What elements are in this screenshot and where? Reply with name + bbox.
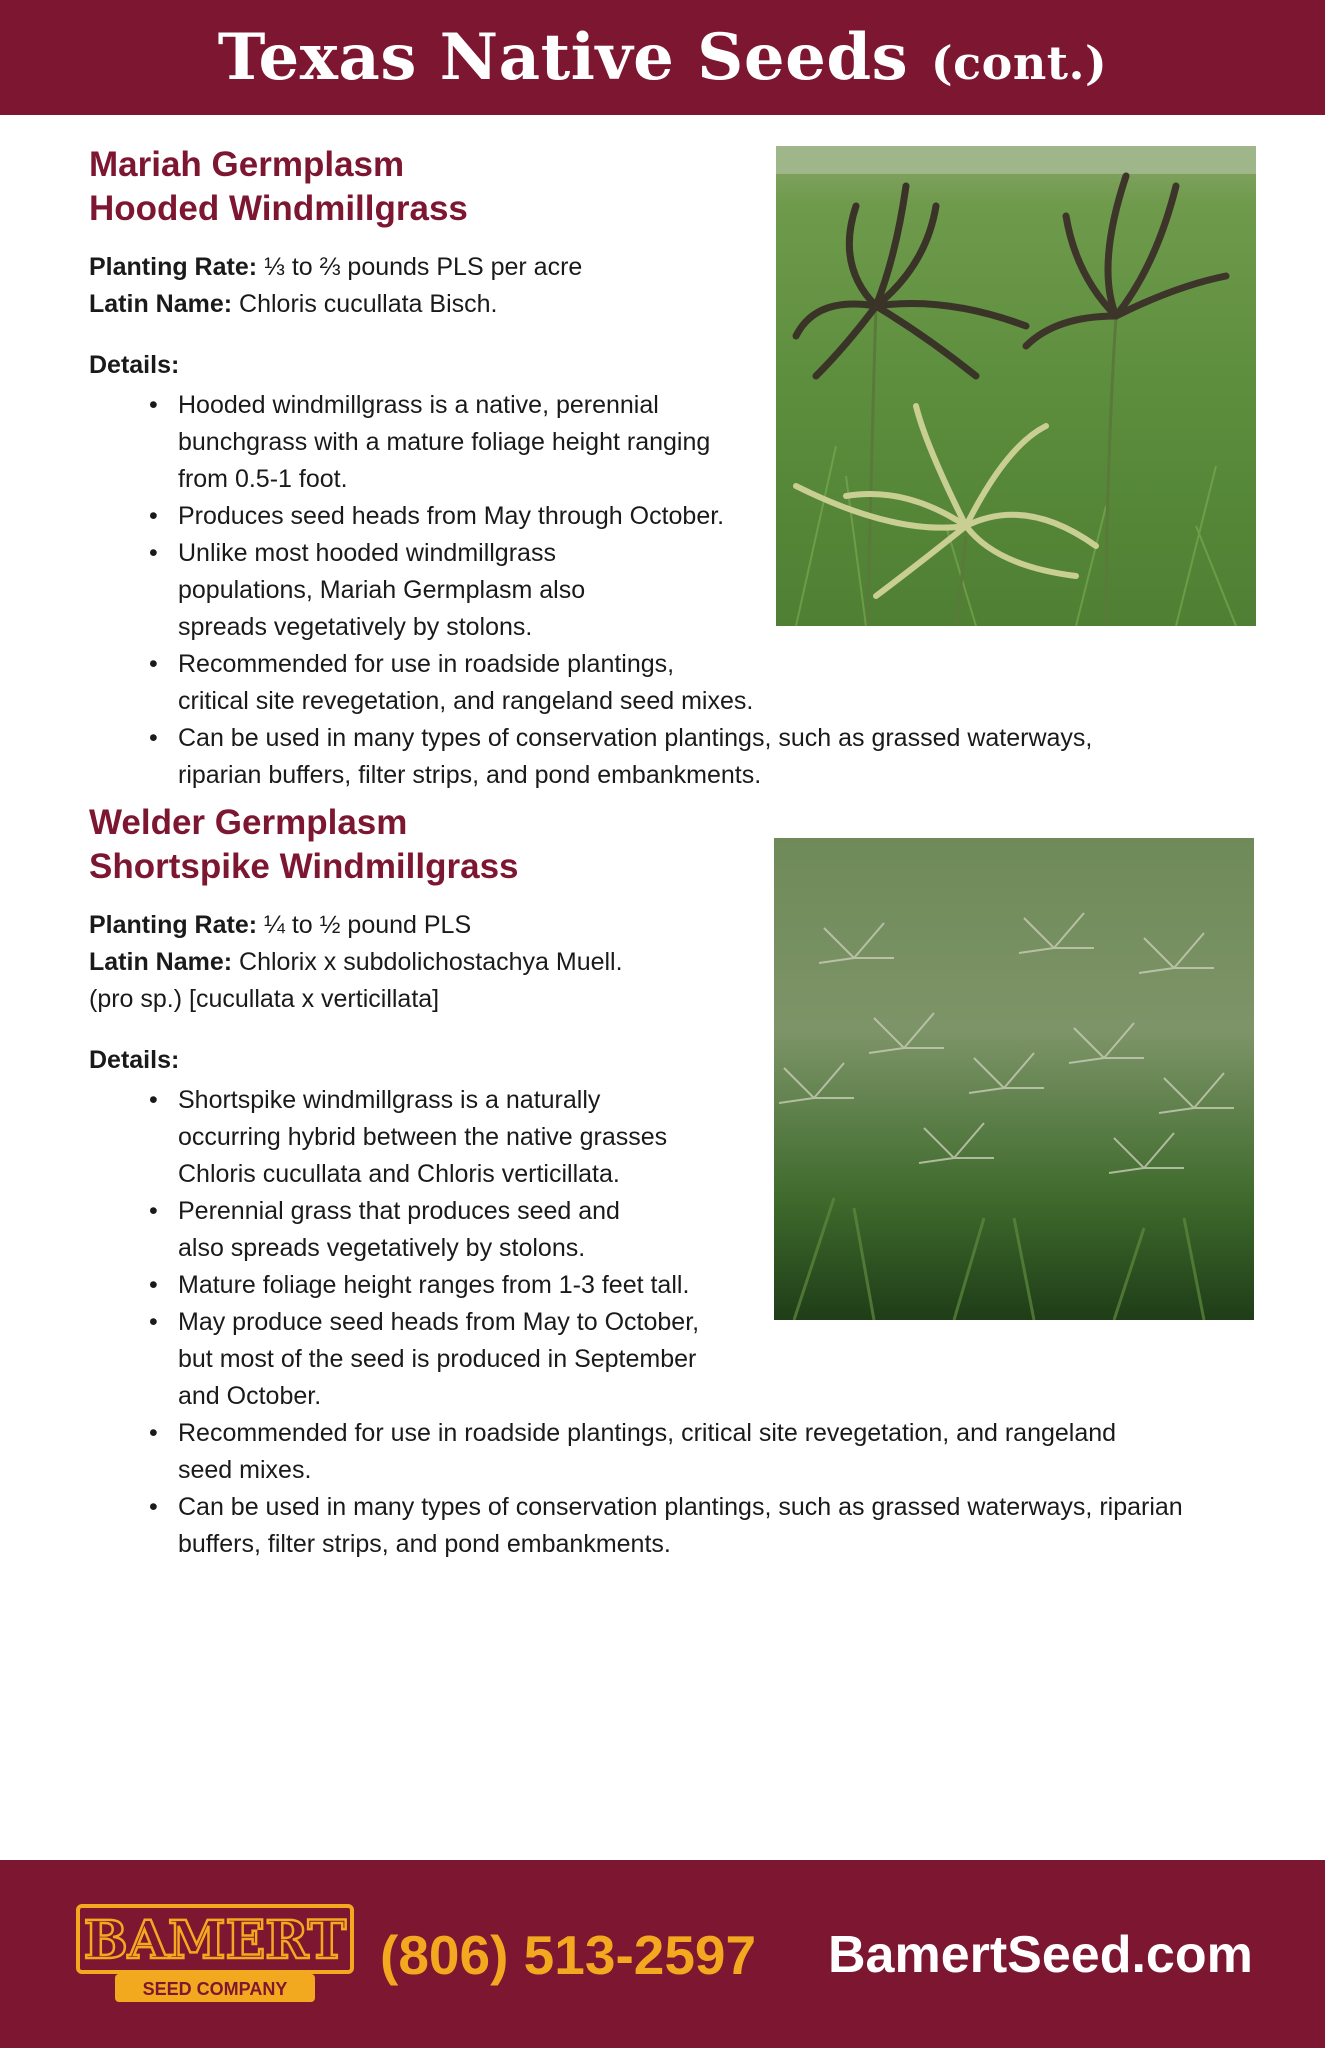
latin-name-row-continued: (pro sp.) [cucullata x verticillata] <box>89 985 440 1013</box>
details-bullet-line: Perennial grass that produces seed and <box>178 1197 620 1225</box>
planting-rate-label: Planting Rate: <box>89 253 258 281</box>
details-bullet <box>178 646 1092 720</box>
details-bullet-line: seed mixes. <box>178 1456 312 1484</box>
species-heading-line1: Mariah Germplasm <box>89 145 405 184</box>
page-title <box>0 0 1325 121</box>
planting-rate-label: Planting Rate: <box>89 911 258 939</box>
details-bullet-line: from 0.5-1 foot. <box>178 465 348 493</box>
latin-name-label: Latin Name: <box>89 290 233 318</box>
details-bullet-line: buffers, filter strips, and pond embankments. <box>178 1530 671 1558</box>
details-bullet-line: May produce seed heads from May to October, <box>178 1308 700 1336</box>
details-bullet-line: but most of the seed is produced in September <box>178 1345 697 1373</box>
details-bullet <box>178 1489 1183 1563</box>
details-bullet-line: Can be used in many types of conservation plantings, such as grassed waterways, riparian <box>178 1493 1183 1521</box>
details-bullet-line: occurring hybrid between the native grasses <box>178 1123 668 1151</box>
bamert-logo <box>75 1900 355 2006</box>
species-heading-line2: Hooded Windmillgrass <box>89 189 468 228</box>
phone-number[interactable]: (806) 513-2597 <box>380 1924 757 1986</box>
details-bullet-line: populations, Mariah Germplasm also <box>178 576 586 604</box>
details-label: Details: <box>89 1046 180 1074</box>
details-bullet-line: Mature foliage height ranges from 1-3 feet tall. <box>178 1271 690 1299</box>
species-heading-line2: Shortspike Windmillgrass <box>89 847 519 886</box>
details-bullet-line: Recommended for use in roadside plantings, critical site revegetation, and rangeland <box>178 1419 1117 1447</box>
latin-name-value: Chlorix x subdolichostachya Muell. <box>239 948 623 976</box>
latin-name-value: Chloris cucullata Bisch. <box>239 290 498 318</box>
details-bullet-line: also spreads vegetatively by stolons. <box>178 1234 586 1262</box>
planting-rate-value: ⅓ to ⅔ pounds PLS per acre <box>264 253 583 281</box>
page-footer <box>0 1860 1325 2048</box>
details-bullet-line: critical site revegetation, and rangeland seed mixes. <box>178 687 754 715</box>
details-bullet <box>178 720 1092 794</box>
species-heading-line1: Welder Germplasm <box>89 803 408 842</box>
planting-rate-value: ¼ to ½ pound PLS <box>264 911 472 939</box>
details-bullet-line: and October. <box>178 1382 322 1410</box>
details-bullet-line: Shortspike windmillgrass is a naturally <box>178 1086 601 1114</box>
details-bullet-line: Recommended for use in roadside plantings, <box>178 650 675 678</box>
details-bullet-line: riparian buffers, filter strips, and pond embankments. <box>178 761 762 789</box>
details-bullet <box>178 1304 1183 1415</box>
details-bullet-line: Chloris cucullata and Chloris verticillata. <box>178 1160 620 1188</box>
shortspike-windmillgrass-photo <box>774 838 1254 1320</box>
page-title-text: Texas Native Seeds <box>217 20 909 95</box>
details-bullet-line: Can be used in many types of conservation plantings, such as grassed waterways, <box>178 724 1093 752</box>
hooded-windmillgrass-photo <box>776 146 1256 626</box>
page-header <box>0 0 1325 115</box>
details-bullet-line: bunchgrass with a mature foliage height ranging <box>178 428 711 456</box>
details-label: Details: <box>89 351 180 379</box>
details-bullet <box>178 1415 1183 1489</box>
website-link[interactable]: BamertSeed.com <box>828 1926 1253 1984</box>
details-bullet-line: spreads vegetatively by stolons. <box>178 613 533 641</box>
page-title-suffix: (cont.) <box>930 36 1108 90</box>
svg-text:BAMERT: BAMERT <box>83 1910 347 1971</box>
details-bullet-line: Hooded windmillgrass is a native, perennial <box>178 391 659 419</box>
latin-name-label: Latin Name: <box>89 948 233 976</box>
details-bullet-line: Unlike most hooded windmillgrass <box>178 539 556 567</box>
svg-text:SEED COMPANY: SEED COMPANY <box>142 1979 288 1999</box>
details-bullet-line: Produces seed heads from May through October. <box>178 502 725 530</box>
